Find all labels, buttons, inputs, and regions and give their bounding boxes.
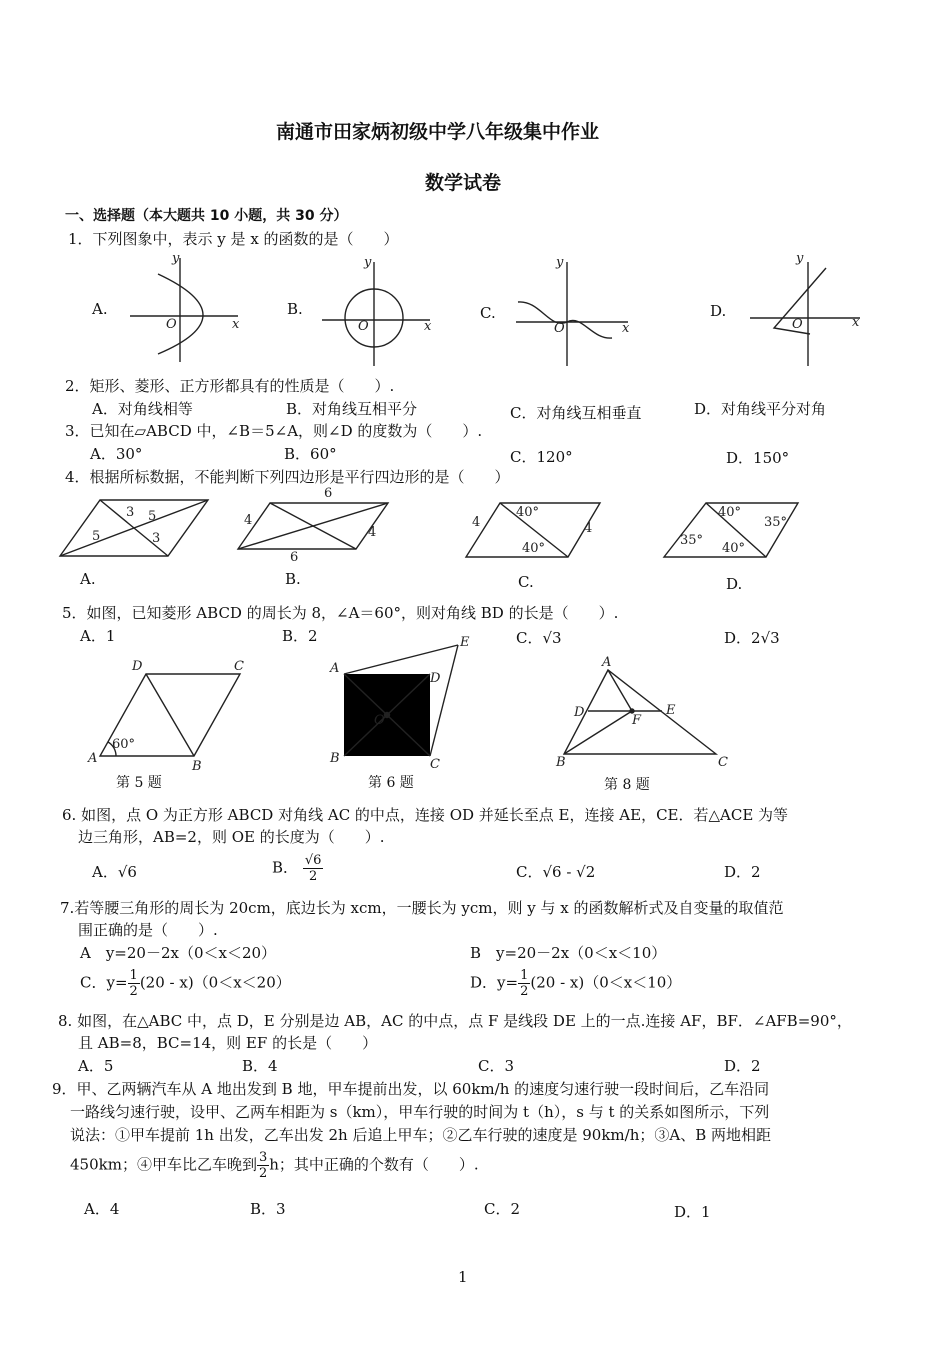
q1-option-b: B. — [287, 300, 303, 318]
q7-option-d-prefix: D．y= — [470, 973, 519, 992]
q1a-y-label: y — [172, 251, 180, 266]
q2-stem: 2．矩形、菱形、正方形都具有的性质是（ ）. — [65, 377, 395, 395]
q4d-label-3: 35° — [680, 533, 704, 548]
q1-option-d: D. — [710, 302, 727, 320]
q1d-x-label: x — [852, 315, 860, 330]
q5-stem: 5．如图，已知菱形 ABCD 的周长为 8，∠A＝60°，则对角线 BD 的长是（ ）. — [62, 604, 619, 622]
fig8-label-c: C — [718, 755, 728, 770]
q4c-label-2: 4 — [472, 515, 481, 530]
q3-option-b: B．60° — [284, 445, 337, 463]
fig6-label-a: A — [330, 661, 340, 676]
fig5-label-a: A — [88, 751, 98, 766]
fig5-label-angle: 60° — [112, 737, 136, 752]
q9-frac-denominator: 2 — [258, 1166, 268, 1181]
q4a-label-2: 5 — [148, 509, 157, 524]
fig8-caption: 第 8 题 — [604, 777, 650, 793]
section-heading: 一、选择题（本大题共 10 小题，共 30 分） — [65, 208, 348, 224]
q9-line4-prefix: 450km；④甲车比乙车晚到 — [70, 1155, 257, 1174]
q6-option-b — [272, 853, 323, 884]
q6-stem-line2: 边三角形，AB=2，则 OE 的长度为（ ）. — [78, 828, 385, 846]
q1a-x-label: x — [232, 317, 240, 332]
q3-option-d: D．150° — [726, 449, 790, 467]
q2-option-a: A．对角线相等 — [92, 400, 193, 418]
q5-option-c: C．√3 — [516, 629, 562, 647]
fig8-label-d: D — [574, 705, 585, 720]
fig6-label-c: C — [430, 757, 440, 772]
fig5-rhombus — [87, 659, 244, 774]
q7-d-numerator: 1 — [520, 968, 529, 983]
q7-option-b: B y=20－2x（0＜x＜10） — [470, 944, 667, 962]
q2-option-c: C．对角线互相垂直 — [510, 404, 642, 422]
q9-line4-fraction — [257, 1150, 269, 1181]
q1c-x-label: x — [622, 321, 630, 336]
q4b-label-2: 4 — [244, 513, 253, 528]
q7-option-d-fraction — [518, 968, 530, 999]
q6-option-b-fraction — [303, 853, 324, 884]
fig5-label-c: C — [234, 659, 244, 674]
q4-option-d: D. — [726, 575, 743, 593]
q1a-o-label: O — [166, 317, 177, 332]
fig6-label-e: E — [460, 635, 470, 650]
fig5-label-d: D — [132, 659, 143, 674]
fig8-label-f: F — [632, 713, 642, 728]
q8-option-c: C．3 — [478, 1057, 515, 1075]
q8-option-d: D．2 — [724, 1057, 761, 1075]
q1b-o-label: O — [358, 319, 369, 334]
q4c-label-1: 40° — [516, 505, 540, 520]
q7-c-denominator: 2 — [129, 984, 138, 999]
q9-option-b: B．3 — [250, 1200, 286, 1218]
q6-option-a: A．√6 — [92, 863, 137, 881]
q4-option-b: B. — [285, 570, 301, 588]
q7-d-denominator: 2 — [520, 984, 529, 999]
q4b-label-1: 6 — [324, 486, 333, 501]
q4d-label-4: 40° — [722, 541, 746, 556]
q1d-o-label: O — [792, 317, 803, 332]
q6-option-b-numerator: √6 — [304, 853, 322, 868]
q6-option-b-denominator: 2 — [308, 869, 318, 884]
q8-stem-line2: 且 AB=8，BC=14，则 EF 的长是（ ） — [78, 1034, 378, 1052]
fig6-label-d: D — [430, 671, 441, 686]
q6-stem-line1: 6. 如图，点 O 为正方形 ABCD 对角线 AC 的中点，连接 OD 并延长至点 E，连接 AE，CE．若△ACE 为等 — [62, 806, 789, 824]
q7-stem-line2: 围正确的是（ ）. — [78, 921, 218, 939]
q7-option-d-suffix: (20 - x)（0＜x＜10） — [530, 973, 682, 992]
fig8-label-a: A — [602, 655, 612, 670]
q7-c-numerator: 1 — [129, 968, 138, 983]
q9-stem-line3: 说法：①甲车提前 1h 出发，乙车出发 2h 后追上甲车；②乙车行驶的速度是 90km/h；③A、B 两地相距 — [70, 1126, 771, 1144]
fig5-label-b: B — [192, 759, 202, 774]
q5-option-b: B．2 — [282, 627, 318, 645]
subject-title: 数学试卷 — [425, 172, 502, 194]
q6-option-d: D．2 — [724, 863, 761, 881]
fig8-triangle — [555, 655, 728, 770]
q8-option-a: A．5 — [78, 1057, 114, 1075]
q7-option-a: A y=20－2x（0＜x＜20） — [80, 944, 277, 962]
q1c-o-label: O — [554, 321, 565, 336]
fig5-caption: 第 5 题 — [116, 775, 162, 791]
q4a-label-4: 3 — [152, 531, 161, 546]
q7-option-c — [80, 968, 291, 999]
q9-option-c: C．2 — [484, 1200, 521, 1218]
q4b-label-4: 6 — [290, 550, 299, 565]
q9-option-d: D．1 — [674, 1203, 711, 1221]
q4b-label-3: 4 — [368, 525, 377, 540]
q9-stem-line4 — [70, 1150, 479, 1181]
q2-option-d: D．对角线平分对角 — [694, 400, 827, 418]
q4a-label-1: 3 — [126, 505, 135, 520]
q9-line4-suffix: h；其中正确的个数有（ ）. — [269, 1155, 479, 1174]
q8-option-b: B．4 — [242, 1057, 278, 1075]
q4d-label-1: 40° — [718, 505, 742, 520]
q2-option-b: B．对角线互相平分 — [286, 400, 418, 418]
q9-option-a: A．4 — [84, 1200, 120, 1218]
fig6-label-o: O — [374, 713, 385, 728]
q4-option-a: A. — [80, 570, 96, 588]
fig6-caption: 第 6 题 — [368, 775, 414, 791]
q3-stem: 3．已知在▱ABCD 中，∠B＝5∠A，则∠D 的度数为（ ）. — [65, 422, 483, 440]
school-title: 南通市田家炳初级中学八年级集中作业 — [276, 121, 600, 143]
q4-stem: 4．根据所标数据，不能判断下列四边形是平行四边形的是（ ） — [65, 468, 510, 486]
page-number: 1 — [458, 1268, 468, 1286]
q3-option-a: A．30° — [90, 445, 143, 463]
q4a-label-3: 5 — [92, 529, 101, 544]
fig6-label-b: B — [330, 751, 340, 766]
q8-stem-line1: 8. 如图，在△ABC 中，点 D，E 分别是边 AB，AC 的中点，点 F 是线段 DE 上的一点.连接 AF，BF．∠AFB=90°， — [58, 1012, 852, 1030]
q7-option-c-prefix: C．y= — [80, 973, 128, 992]
q1b-x-label: x — [424, 319, 432, 334]
q4c-label-4: 40° — [522, 541, 546, 556]
q7-option-c-fraction — [128, 968, 140, 999]
fig6-square — [329, 635, 470, 772]
q3-option-c: C．120° — [510, 448, 573, 466]
q9-stem-line1: 9．甲、乙两辆汽车从 A 地出发到 B 地，甲车提前出发，以 60km/h 的速度匀速行驶一段时间后，乙车沿同 — [52, 1080, 770, 1098]
q4c-label-3: 4 — [584, 521, 593, 536]
q1-stem: 1．下列图象中，表示 y 是 x 的函数的是（ ） — [68, 230, 399, 248]
fig8-label-b: B — [556, 755, 566, 770]
q4-option-c: C. — [518, 573, 534, 591]
q1d-y-label: y — [796, 251, 804, 266]
fig8-label-e: E — [666, 703, 676, 718]
q7-option-c-suffix: (20 - x)（0＜x＜20） — [139, 973, 291, 992]
q9-stem-line2: 一路线匀速行驶，设甲、乙两车相距为 s（km），甲车行驶的时间为 t（h），s 与 t 的关系如图所示，下列 — [70, 1103, 770, 1121]
q5-option-a: A．1 — [80, 627, 116, 645]
q5-option-d: D．2√3 — [724, 629, 780, 647]
q1-option-a: A. — [92, 300, 108, 318]
q6-option-b-label: B． — [272, 858, 299, 877]
q1c-y-label: y — [556, 255, 564, 270]
q6-option-c: C．√6 - √2 — [516, 863, 596, 881]
q1b-y-label: y — [364, 255, 372, 270]
q9-frac-numerator: 3 — [258, 1150, 268, 1165]
q7-stem-line1: 7.若等腰三角形的周长为 20cm，底边长为 xcm，一腰长为 ycm，则 y 与 x 的函数解析式及自变量的取值范 — [60, 899, 784, 917]
q7-option-d — [470, 968, 681, 999]
q4d-label-2: 35° — [764, 515, 788, 530]
q1-option-c: C. — [480, 304, 496, 322]
